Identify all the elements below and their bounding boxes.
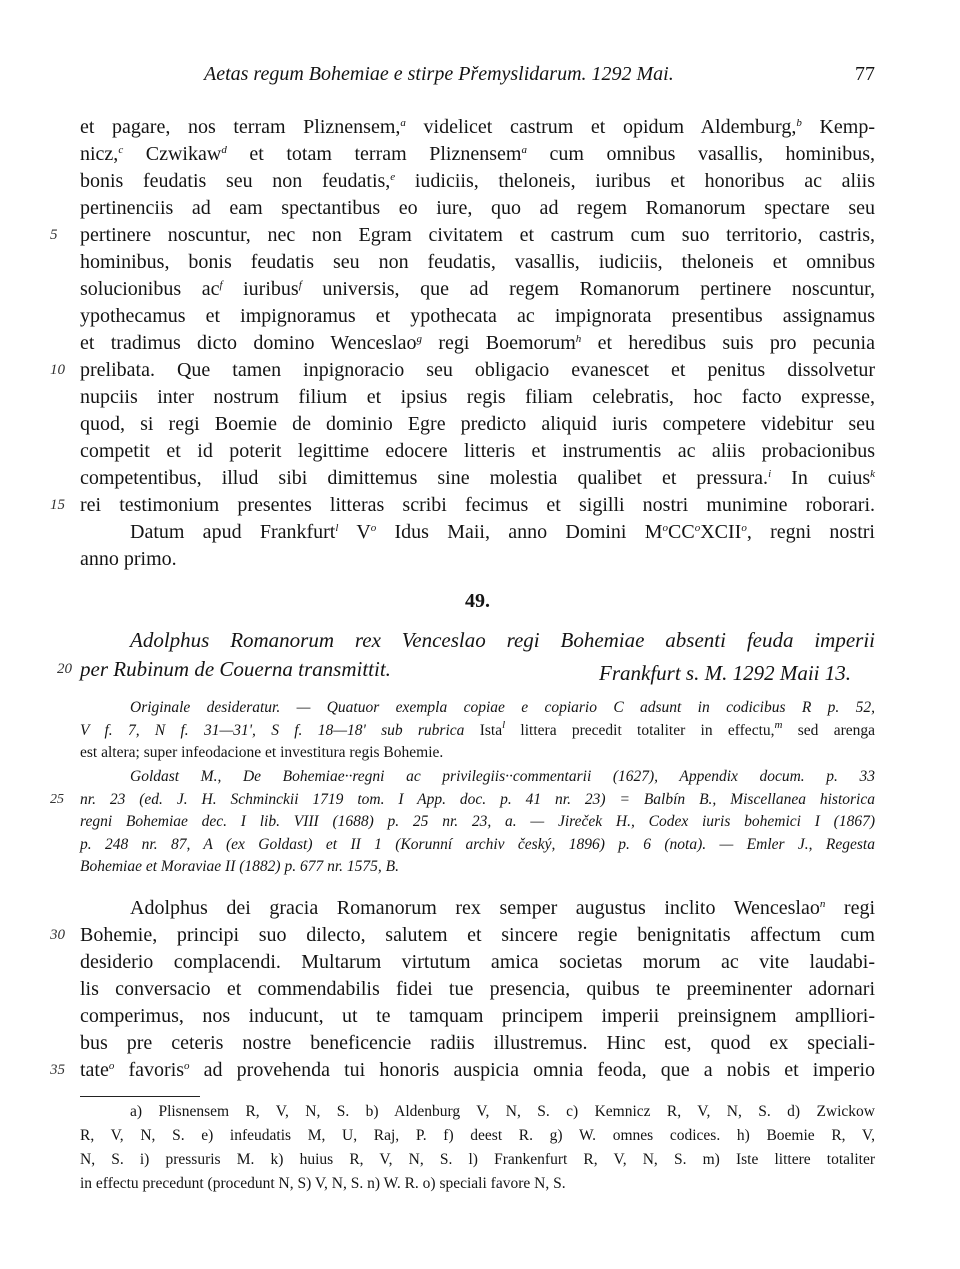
bibliography-line: 25 nr. 23 (ed. J. H. Schminckii 1719 tom. I App. doc. p. 41 nr. 23) = Balbín B., Miscellanea historica [80,789,875,812]
line-number: 15 [50,497,65,513]
text-line: ypothecamus et impignoramus et ypothecata ac impignorata presentibus assignamus [80,305,875,327]
text-line: bus pre ceteris nostre beneficencie radiis illustremus. Hinc est, quod ex speciali- [80,1032,875,1054]
text-line: et pagare, nos terram Pliznensem,$^a$ videlicet castrum et opidum Aldemburg,$^b$ Kemp- [80,116,876,138]
line-number: 5 [50,227,58,243]
place-date: Frankfurt s. M. 1292 Maii 13. [599,661,851,685]
bibliography-line: Goldast M., De Bohemiae··regni ac privilegiis··commentarii (1627), Appendix docum. p. 33 [130,768,875,785]
line-number: 35 [50,1062,65,1078]
line-number: 20 [57,661,72,677]
tradition-apparatus [80,697,875,765]
main-text-block [50,114,876,573]
text-line: 5 pertinere noscuntur, nec non Egram civitatem et castrum cum suo territorio, castris, [80,222,875,249]
text-line: 30 Bohemie, principi suo dilecto, salutem et sincere regie benignitatis affectum cum [80,922,875,949]
text-line: Adolphus dei gracia Romanorum rex semper augustus inclito Wenceslao$^n$ regi [130,897,875,919]
line-number: 25 [50,791,64,807]
text-line: bonis feudatis seu non feudatis,$^e$ iudiciis, theloneis, iuribus et honoribus ac aliis [80,170,875,192]
document-number: 49. [465,590,490,612]
text-line: 35 tate$^o$ favoris$^o$ ad provehenda tui honoris auspicia omnia feoda, que a nobis et imperio [80,1057,875,1084]
line-number: 30 [50,927,65,943]
apparatus-line: V f. 7, N f. 31—31', S f. 18—18' sub rubrica Ista$^l$ littera precedit totaliter in effectu,$^m$ sed arenga [80,718,876,739]
footnote-line: N, S. i) pressuris M. k) huius R, V, N, S. l) Frankenfurt R, V, N, S. m) Iste littere totaliter [80,1151,875,1168]
text-line: hominibus, bonis feudatis seu non feudatis, vasallis, iudiciis, theloneis et omnibus [80,251,875,273]
footnote-rule [80,1096,200,1097]
footnote-line: a) Plisnensem R, V, N, S. b) Aldenburg V, N, S. c) Kemnicz R, V, N, S. d) Zwickow [130,1103,875,1120]
bibliography-line: p. 248 nr. 87, A (ex Goldast) et II 1 (Korunní archiv český, 1896) p. 6 (nota). — Emler J., Regesta [80,835,875,853]
regest [57,626,875,685]
text-line: competentibus, illud sibi dimittemus sine molestia qualibet et pressura.$^i$ In cuius$^k$ [80,467,875,489]
text-line: nicz,$^c$ Czwikaw$^d$ et totam terram Pliznensem$^a$ cum omnibus vasallis, hominibus, [80,143,875,165]
footnote-line: R, V, N, S. e) infeudatis M, U, Raj, P. f) deest R. g) W. omnes codices. h) Boemie R, V, [80,1127,875,1144]
dating-line: Datum apud Frankfurt$^l$ $V^o$ Idus Maii, anno Domini $M^oCC^oXCII^o$, regni nostri [130,521,875,543]
running-title: Aetas regum Bohemiae e stirpe Přemyslidarum. 1292 Mai. [204,63,674,85]
text-line: competit et id poterit legittime edocere litteris et instrumentis ac aliis probacionibus [80,440,875,462]
bibliography [50,766,875,879]
text-line: comperimus, nos inducunt, ut te tamquam principem imperii preinsignem amplliori- [80,1005,875,1027]
text-line: solucionibus $ac^f$ iuribus$^f$ universis, que ad regem Romanorum pertinere noscuntur, [80,278,875,300]
text-line: et tradimus dicto domino Wenceslao$^g$ regi Boemorum$^h$ et heredibus suis pro pecunia [80,332,875,354]
charter-text-block [50,895,875,1084]
text-line: nupciis inter nostrum filium et ipsius regis filiam celebratis, hoc facto expresse, [80,386,875,408]
footnotes [80,1100,875,1196]
text-line: desiderio complacendi. Multarum virtutum amica societas morum ac vite laudabi- [80,951,875,973]
regest-line: Adolphus Romanorum rex Venceslao regi Bohemiae absenti feuda imperii [130,628,875,652]
apparatus-line: Originale desideratur. — Quatuor exempla copiae e copiario C adsunt in codicibus R p. 52, [130,699,875,716]
text-line: 10 prelibata. Que tamen inpignoracio seu obligacio evanescet et penitus dissolvetur [80,357,875,384]
bibliography-line: Bohemiae et Moraviae II (1882) p. 677 nr. 1575, B. [80,858,399,875]
text-line: pertinenciis ad eam spectantibus eo iure, quo ad regem Romanorum spectare seu [80,197,875,219]
running-header [80,63,875,93]
page-number: 77 [855,63,875,85]
apparatus-line: est altera; super infeodacione et investitura regis Bohemie. [80,744,444,761]
footnote-line: in effectu precedunt (procedunt N, S) V, N, S. n) W. R. o) speciali favore N, S. [80,1175,566,1192]
text-line: anno primo. [80,548,177,570]
text-line: lis conversacio et commendabilis fidei tue presencia, quibus te preeminenter adornari [80,978,875,1000]
regest-line: 20 per Rubinum de Couerna transmittit. Frankfurt s. M. 1292 Maii 13. [80,655,875,684]
text-line: quod, si regi Boemie de dominio Egre predicto aliquid iuris competere videbitur seu [80,413,875,435]
line-number: 10 [50,362,65,378]
text-line: 15 rei testimonium presentes litteras scribi fecimus et sigilli nostri munimine roborari. [80,492,875,519]
bibliography-line: regni Bohemiae dec. I lib. VIII (1688) p. 25 nr. 23, a. — Jireček H., Codex iuris bohemici I (1867) [80,813,875,830]
